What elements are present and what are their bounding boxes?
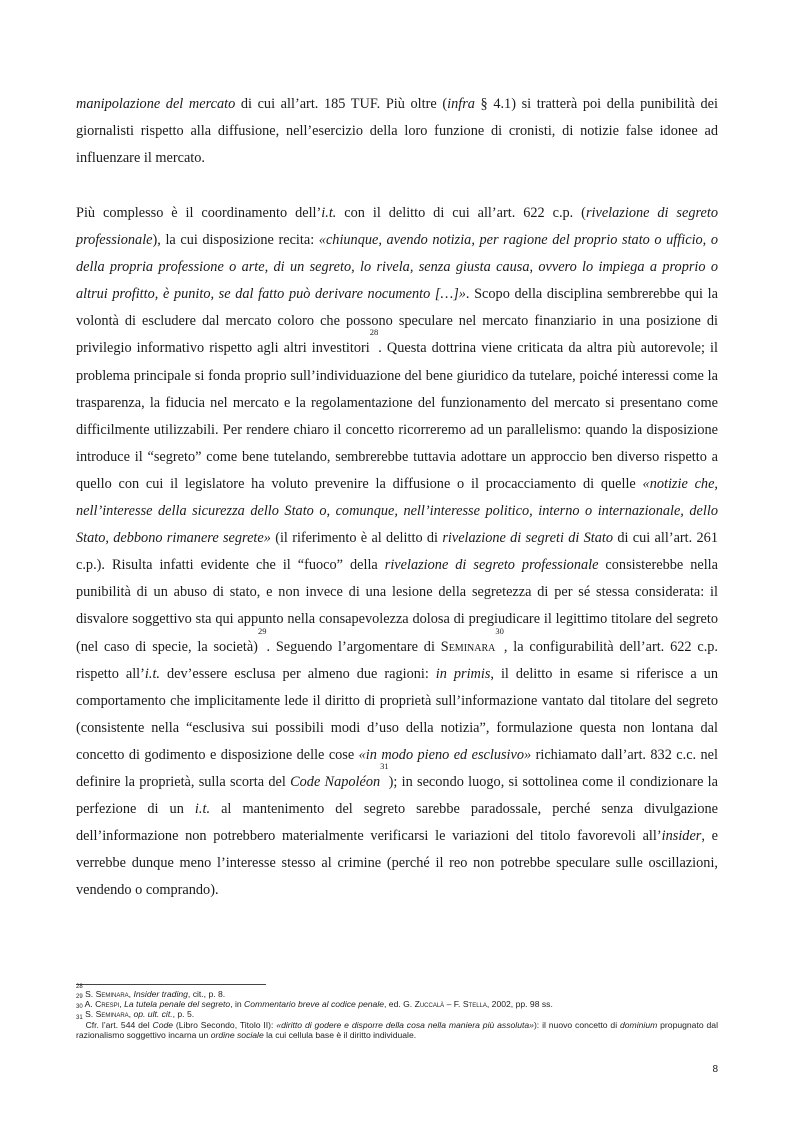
text-segment: «in modo pieno ed esclusivo» [358,746,532,763]
text-segment: , [128,1009,134,1020]
page-number: 8 [712,1064,718,1075]
text-segment: . Scopo della disciplina sembrerebbe qui la volontà di escludere dal mercato coloro che possono speculare nel mercato finanziario in una posizione di privilegio informativo rispetto agli altri investitori [76,286,718,357]
footnote-number: 29 [76,994,83,1001]
text-segment: – F. [444,999,463,1010]
text-segment: . Questa dottrina viene criticata da altra più autorevole; il problema principale si fonda proprio sull’individuazione del bene giuridico da tutelare, poiché interessi come la trasparenza, la fiducia nel mercato e la regolamentazione del funzionamento del mercato si presentano come difficilmente utilizzabili. Per rendere chiaro il concetto ricorreremo ad un parallelismo: quando la disposizione introduce il “segreto” come bene tutelando, sembrerebbe tuttavia adottare un approccio ben diverso rispetto a quello con cui il legislatore ha voluto prevenire la diffusione o il procacciamento di quelle [76,340,718,492]
text-segment: rivelazione di segreti di Stato [442,530,614,547]
text-segment: (Libro Secondo, Titolo II): [173,1019,277,1030]
text-segment: ): il nuovo concetto di [533,1019,620,1030]
text-segment: di cui all’art. 185 TUF. Più oltre ( [235,96,448,112]
author-name: Seminara [95,989,129,999]
text-segment: A. [82,999,96,1010]
work-title: Commentario breve al codice penale [244,999,385,1010]
text-segment: al mantenimento del segreto sarebbe paradossale, perché senza divulgazione dell’informazione non potrebbero materialmente verificarsi le variazioni del titolo favorevoli all’ [76,801,718,845]
text-segment: richiamato dall’art. 832 c.c. nel definire la proprietà, sulla scorta del [76,746,718,790]
quotation: «diritto di godere e disporre della cosa nella maniera più assoluta» [276,1019,534,1030]
text-segment: (il riferimento è al delitto di [270,530,443,547]
footnote-ref-29[interactable]: 29 [257,625,267,636]
paragraph-main [76,200,718,904]
text-segment: S. [82,989,96,999]
text-segment: in primis [435,665,491,682]
work-title: La tutela penale del segreto [124,999,231,1010]
text-segment: , ed. G. [384,999,415,1010]
text-segment: , cit., p. 8. [187,989,226,999]
footnote-number: 28 [76,984,83,990]
text-segment: dev’essere esclusa per almeno due ragioni: [160,665,436,682]
text-segment: infra [447,96,475,112]
text-segment: , [128,989,134,999]
text-segment: § 4.1) si tratterà poi della punibilità dei giornalisti rispetto alla diffusione, nell’esercizio della loro funzione di cronisti, di notizie false idonee ad influenzare il mercato. [76,96,718,167]
text-segment: i.t. [194,801,211,818]
quotation-art-622: «chiunque, avendo notizia, per ragione del proprio stato o ufficio, o della propria professione o arte, di un segreto, lo rivela, senza giusta causa, ovvero lo impiega a proprio o altrui profitto, è punito, se dal fatto può derivare nocumento […]» [76,232,718,303]
text-segment: Code Napoléon [290,773,381,790]
text-segment: i.t. [321,205,337,221]
text-segment: propugnato dal razionalismo soggettivo incarna un [76,1019,718,1040]
footnote-ref-30[interactable]: 30 [495,625,504,636]
text-segment: Più complesso è il coordinamento dell’ [76,205,322,221]
author-name: Stella [462,999,487,1010]
text-segment: Cfr. l’art. 544 del [82,1019,153,1030]
text-segment: di cui all’art. 261 c.p.). Risulta infatti evidente che il “fuoco” della [76,530,718,574]
text-segment: , p. 5. [172,1009,195,1020]
footnote-ref-28[interactable]: 28 [369,327,379,338]
author-name: Crespi [95,999,120,1010]
text-segment: , il delitto in esame si riferisce a un comportamento che implicitamente lede il diritto di proprietà sull’informazione vantato dal titolare del segreto (consistente nella “esclusiva sui possibili modi d’uso della notizia”, formulazione questa non lontana dal concetto di godimento e disposizione delle cose [76,665,718,763]
text-segment: manipolazione del mercato [76,96,236,112]
work-title: op. ult. cit. [133,1009,173,1020]
text-segment: insider [661,828,702,845]
text-segment: , [119,999,125,1010]
text-segment: rivelazione di segreto professionale [76,205,718,249]
text-segment: rivelazione di segreto professionale [384,557,599,574]
author-name: Seminara [440,638,496,655]
footnote-separator [76,984,266,985]
text-segment: consisterebbe nella punibilità di un abuso di stato, e non invece di una lesione della segretezza di per sé stessa considerata: il disvalore soggettivo sta qui appunto nella consapevolezza dolosa di pregiudicare il legittimo titolare del segreto (nel caso di specie, la società) [76,557,719,655]
footnote-28 [76,984,718,999]
text-segment: dominium [620,1019,658,1030]
text-segment: , in [230,999,245,1010]
text-segment: la cui cellula base è il diritto individuale. [263,1029,417,1040]
footnote-number: 31 [76,1014,83,1021]
work-title: Insider trading [133,989,188,999]
footnote-number: 30 [76,1004,83,1011]
text-segment: . Seguendo l’argomentare di [266,638,441,655]
text-segment: , e verrebbe dunque meno l’interesse stesso al crimine (perché il reo non potrebbe speculare sulle oscillazioni, vendendo o comprando). [76,828,718,899]
text-segment: i.t. [144,665,160,682]
footnote-ref-31[interactable]: 31 [380,760,389,771]
text-segment: , 2002, pp. 98 ss. [486,999,553,1010]
text-segment: con il delitto di cui all’art. 622 c.p. ( [336,205,586,221]
footnotes [76,984,718,1040]
text-segment: ), la cui disposizione recita: [152,232,319,249]
paragraph-continuation [76,91,718,172]
text-segment: S. [82,1009,96,1020]
author-name: Zuccalà [414,999,445,1010]
author-name: Seminara [95,1009,129,1020]
text-segment: Code [152,1019,174,1030]
text-segment: ); in secondo luogo, si sottolinea come il condizionare la perfezione di un [76,773,718,818]
text-segment: , la configurabilità dell’art. 622 c.p. rispetto all’ [76,638,718,682]
text-segment: ordine sociale [210,1029,264,1040]
quotation-art-261: «notizie che, nell’interesse della sicurezza dello Stato o, comunque, nell’interesse politico, interno o internazionale, dello Stato, debbono rimanere segrete» [76,475,719,547]
